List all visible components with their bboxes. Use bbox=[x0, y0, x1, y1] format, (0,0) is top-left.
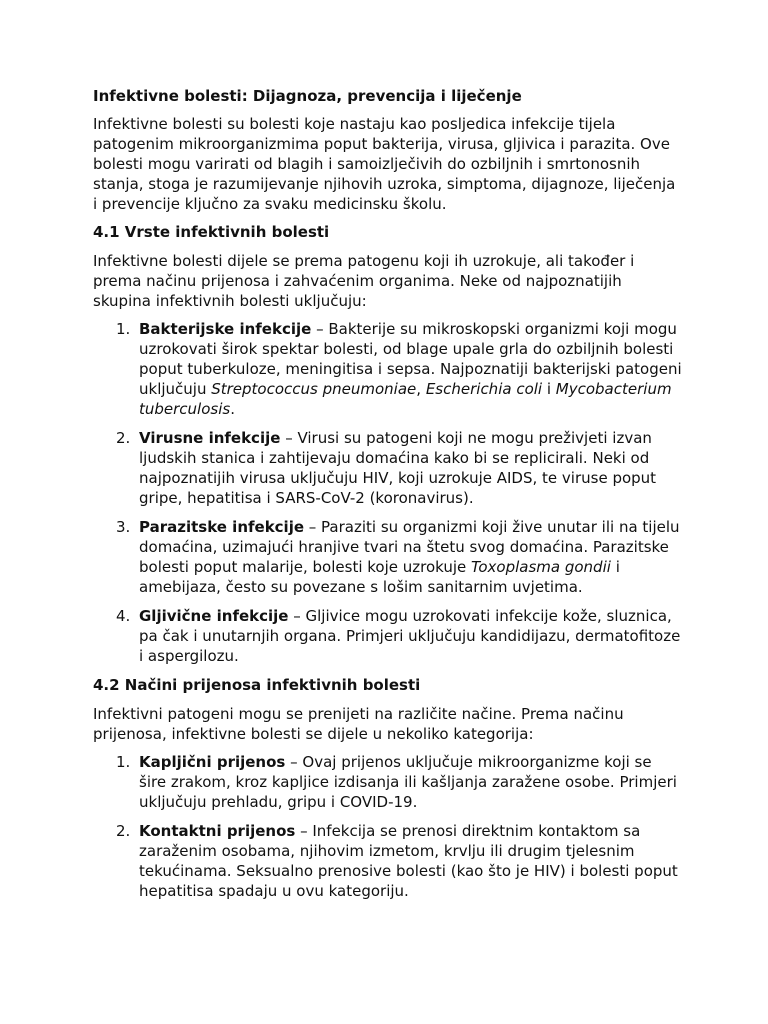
separator: i bbox=[542, 380, 556, 398]
species-name: Mycobacterium tuberculosis bbox=[139, 380, 672, 418]
item-end: i amebijaza, često su povezane s lošim sanitarnim uvjetima. bbox=[139, 558, 620, 596]
species-name: Streptococcus pneumoniae bbox=[211, 380, 417, 398]
item-term: Virusne infekcije bbox=[139, 429, 281, 447]
list-item-contact bbox=[93, 821, 683, 901]
section-heading-transmission: 4.2 Načini prijenosa infektivnih bolesti bbox=[93, 676, 421, 694]
item-term: Parazitske infekcije bbox=[139, 518, 305, 536]
item-term: Gljivične infekcije bbox=[139, 607, 289, 625]
item-term: Bakterijske infekcije bbox=[139, 320, 312, 338]
list-item-parasitic bbox=[93, 517, 683, 597]
separator: , bbox=[416, 380, 426, 398]
item-text: – Bakterije su mikroskopski organizmi koji mogu uzrokovati širok spektar bolesti, od blage upale grla do ozbiljnih bolesti poput tuberkuloze, meningitisa i sepsa. Najpoznatiji bakterijski patogeni uključuju bbox=[139, 320, 682, 398]
infection-types-list bbox=[93, 319, 683, 666]
transmission-list bbox=[93, 752, 683, 901]
item-term: Kapljični prijenos bbox=[139, 753, 286, 771]
item-text: – Virusi su patogeni koji ne mogu preživjeti izvan ljudskih stanica i zahtijevaju domaćina kako bi se replicirali. Neki od najpoznatijih virusa uključuju HIV, koji uzrokuje AIDS, te viruse poput gripe, hepatitisa i SARS-CoV-2 (koronavirus). bbox=[139, 429, 657, 507]
list-number: 3. bbox=[116, 518, 131, 536]
list-item-viral bbox=[93, 428, 683, 508]
item-term: Kontaktni prijenos bbox=[139, 822, 296, 840]
item-end: . bbox=[230, 400, 235, 418]
list-number: 2. bbox=[116, 822, 131, 840]
list-item-bacterial bbox=[93, 319, 683, 419]
list-number: 1. bbox=[116, 753, 131, 771]
section-transmission-intro: Infektivni patogeni mogu se prenijeti na različite načine. Prema načinu prijenosa, infektivne bolesti se dijele u nekoliko kategorija: bbox=[93, 705, 624, 743]
section-types-intro: Infektivne bolesti dijele se prema patogenu koji ih uzrokuje, ali također i prema načinu prijenosa i zahvaćenim organima. Neke od najpoznatijih skupina infektivnih bolesti uključuju: bbox=[93, 252, 635, 310]
item-text: – Ovaj prijenos uključuje mikroorganizme koji se šire zrakom, kroz kapljice izdisanja ili kašljanja zaražene osobe. Primjeri uključuju prehladu, gripu i COVID-19. bbox=[139, 753, 677, 811]
list-item-fungal bbox=[93, 606, 683, 666]
item-text: – Infekcija se prenosi direktnim kontaktom sa zaraženim osobama, njihovim izmetom, krvlju ili drugim tjelesnim tekućinama. Seksualno prenosive bolesti (kao što je HIV) i bolesti poput hepatitisa spadaju u ovu kategoriju. bbox=[139, 822, 678, 900]
document-body bbox=[93, 86, 683, 910]
list-number: 2. bbox=[116, 429, 131, 447]
list-item-droplet bbox=[93, 752, 683, 812]
list-number: 4. bbox=[116, 607, 131, 625]
document-title: Infektivne bolesti: Dijagnoza, prevencija i liječenje bbox=[93, 87, 522, 105]
species-name: Toxoplasma gondii bbox=[471, 558, 611, 576]
item-text: – Gljivice mogu uzrokovati infekcije kože, sluznica, pa čak i unutarnjih organa. Primjeri uključuju kandidijazu, dermatofitoze i aspergilozu. bbox=[139, 607, 681, 665]
species-name: Escherichia coli bbox=[425, 380, 543, 398]
list-number: 1. bbox=[116, 320, 131, 338]
intro-paragraph: Infektivne bolesti su bolesti koje nastaju kao posljedica infekcije tijela patogenim mikroorganizmima poput bakterija, virusa, gljivica i parazita. Ove bolesti mogu varirati od blagih i samoizlječivih do ozbiljnih i smrtonosnih stanja, stoga je razumijevanje njihovih uzroka, simptoma, dijagnoze, liječenja i prevencije ključno za svaku medicinsku školu. bbox=[93, 115, 676, 213]
section-heading-types: 4.1 Vrste infektivnih bolesti bbox=[93, 223, 330, 241]
item-text: – Paraziti su organizmi koji žive unutar ili na tijelu domaćina, uzimajući hranjive tvari na štetu svog domaćina. Parazitske bolesti poput malarije, bolesti koje uzrokuje bbox=[139, 518, 680, 576]
